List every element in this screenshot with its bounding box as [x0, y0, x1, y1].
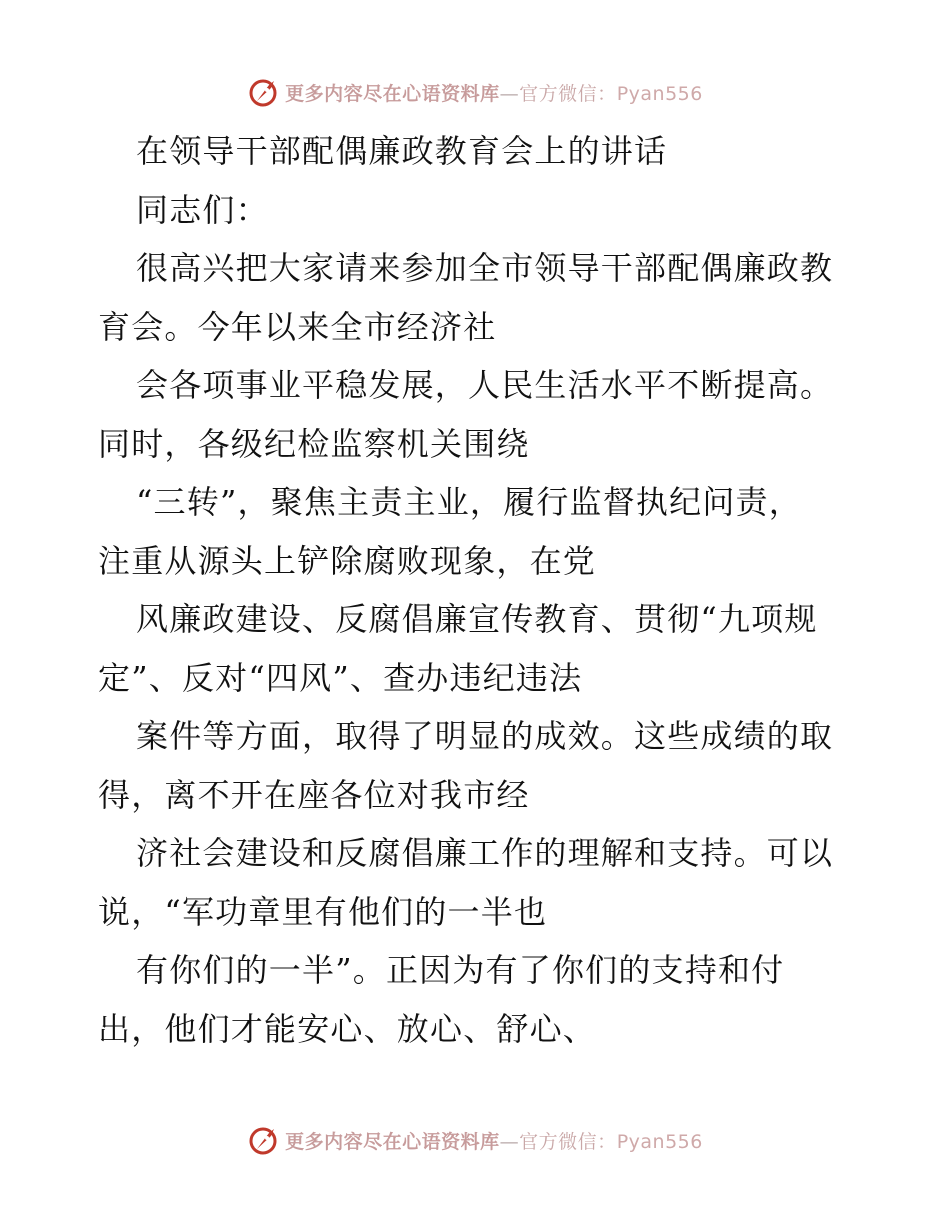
watermark-wechat-id: Pyan556	[616, 82, 703, 105]
watermark-brand: 更多内容尽在心语资料库	[285, 1130, 500, 1153]
watermark-label: 官方微信：	[519, 82, 617, 105]
watermark-text	[285, 79, 703, 106]
watermark-brand: 更多内容尽在心语资料库	[285, 82, 500, 105]
text-line: 风廉政建设、反腐倡廉宣传教育、贯彻“九项规	[136, 600, 818, 638]
text-line: 得，离不开在座各位对我市经	[98, 775, 530, 814]
text-line: 会各项事业平稳发展，人民生活水平不断提高。	[136, 366, 834, 404]
text-line: 注重从源头上铲除腐败现象，在党	[98, 541, 597, 580]
text-line: 案件等方面，取得了明显的成效。这些成绩的取	[136, 717, 834, 755]
text-line: 同志们：	[136, 190, 269, 229]
watermark-text	[285, 1127, 703, 1154]
watermark-wechat-id: Pyan556	[616, 1130, 703, 1153]
watermark-separator: —	[499, 1130, 520, 1153]
text-line: 有你们的一半”。正因为有了你们的支持和付	[136, 951, 785, 989]
text-line: 在领导干部配偶廉政教育会上的讲话	[136, 132, 668, 170]
text-line: 济社会建设和反腐倡廉工作的理解和支持。可以	[136, 834, 834, 872]
pen-nib-logo-icon	[247, 75, 281, 109]
text-line: 同时，各级纪检监察机关围绕	[98, 424, 530, 463]
text-line: 说，“军功章里有他们的一半也	[98, 892, 548, 931]
text-line: 很高兴把大家请来参加全市领导干部配偶廉政教	[136, 249, 834, 287]
text-line: 定”、反对“四风”、查办违纪违法	[98, 658, 583, 697]
text-line: 育会。今年以来全市经济社	[98, 307, 497, 346]
watermark-footer	[0, 1120, 950, 1160]
document-body	[98, 122, 858, 1058]
text-line: 出，他们才能安心、放心、舒心、	[98, 1009, 597, 1048]
watermark-label: 官方微信：	[519, 1130, 617, 1153]
watermark-header	[0, 72, 950, 112]
text-line: “三转”，聚焦主责主业，履行监督执纪问责，	[136, 483, 802, 521]
watermark-separator: —	[499, 82, 520, 105]
pen-nib-logo-icon	[247, 1123, 281, 1157]
